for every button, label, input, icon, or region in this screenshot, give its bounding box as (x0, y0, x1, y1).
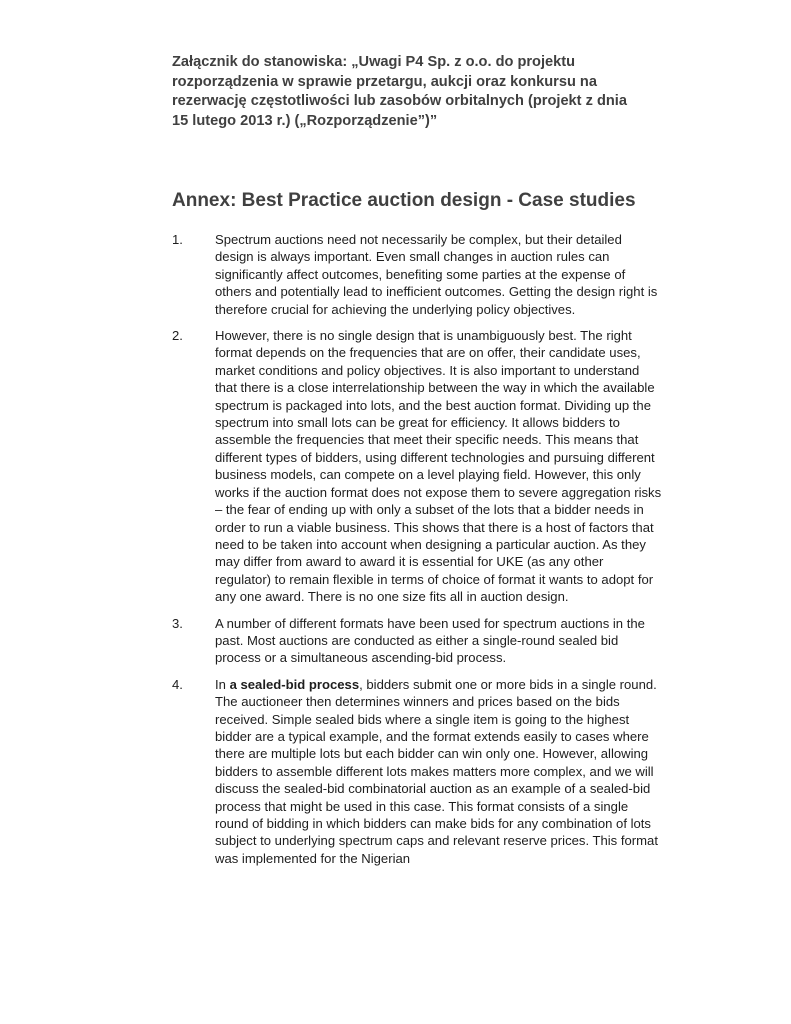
paragraph-text (215, 676, 662, 867)
numbered-paragraph-list (172, 231, 662, 876)
paragraph-text: Spectrum auctions need not necessarily be complex, but their detailed design is always important. Even small changes in auction rules can significantly affect outcomes, benefiting some parties at the expense of others and potentially lead to inefficient outcomes. Getting the design right is therefore crucial for achieving the underlying policy objectives. (215, 232, 658, 317)
paragraph-text-start: In (215, 676, 230, 692)
paragraph-text-rest: , bidders submit one or more bids in a single round. The auctioneer then determines winners and prices based on the bids received. Simple sealed bids where a single item is going to the highest bidder are a typical example, and the format extends easily to cases where there are multiple lots but each bidder can win only one. However, allowing bidders to assemble different lots makes matters more complex, and we will discuss the sealed-bid combinatorial auction as an example of a sealed-bid process that might be used in this case. This format consists of a single round of bidding in which bidders can make bids for any combination of lots subject to underlying spectrum caps and relevant reserve prices. This format was implemented for the Nigerian (215, 676, 658, 866)
paragraph-number: 4. (172, 676, 183, 692)
paragraph-text: However, there is no single design that is unambiguously best. The right format depends on the frequencies that are on offer, their candidate uses, market conditions and policy objectives. It is also important to understand that there is a close interrelationship between the way in which the available spectrum is packaged into lots, and the best auction format. Dividing up the spectrum into small lots can be great for efficiency. It allows bidders to assemble the frequencies that meet their specific needs. This means that different types of bidders, using different technologies and pursuing different business models, can compete on a level playing field. However, this only works if the auction format does not expose them to severe aggregation risks – the fear of ending up with only a subset of the lots that a bidder needs in order to run a viable business. This shows that there is a host of factors that need to be taken into account when designing a particular auction. As they may differ from award to award it is essential for UKE (as any other regulator) to remain flexible in terms of choice of format it wants to adopt for any one award. There is no one size fits all in auction design. (215, 328, 662, 605)
sealed-bid-process-term: a sealed-bid process (229, 676, 360, 692)
attachment-title: Załącznik do stanowiska: „Uwagi P4 Sp. z o.o. do projektu rozporządzenia w sprawie przetargu, aukcji oraz konkursu na rezerwację częstotliwości lub zasobów orbitalnych (projekt z dnia 15 lutego 2013 r.) („Rozporządzenie”)” (172, 54, 627, 129)
paragraph-number: 3. (172, 615, 183, 631)
annex-heading: Annex: Best Practice auction design - Case studies (172, 190, 636, 211)
paragraph-text: A number of different formats have been used for spectrum auctions in the past. Most auctions are conducted as either a single-round sealed bid process or a simultaneous ascending-bid process. (215, 615, 645, 666)
paragraph-number: 2. (172, 328, 183, 344)
paragraph-1 (172, 231, 662, 318)
paragraph-number: 1. (172, 232, 183, 247)
paragraph-2 (172, 327, 662, 606)
paragraph-4 (172, 676, 662, 867)
paragraph-3 (172, 615, 662, 667)
